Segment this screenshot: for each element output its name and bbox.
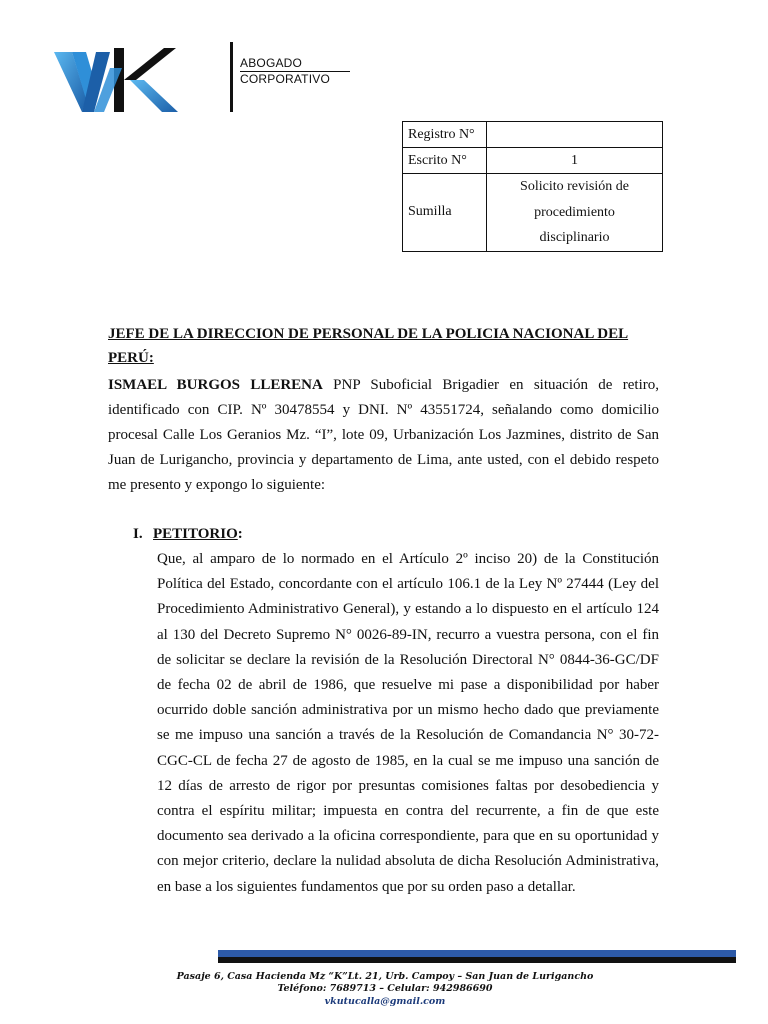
escrito-label: Escrito N°	[403, 148, 487, 174]
section-colon: :	[237, 526, 243, 542]
logo-line-2: CORPORATIVO	[240, 72, 330, 86]
intro-text: PNP Suboficial Brigadier en situación de retiro, identificado con CIP. Nº 30478554 y DNI. Nº 43551724, señalando como domicilio procesal Calle Los Geranios Mz. “I”, lote 09, Urbanización Los Jazmines, distrito de San Juan de Lurigancho, provincia y departamento de Lima, ante usted, con el debido respeto me presento y expongo lo siguiente:	[108, 377, 659, 493]
escrito-row	[403, 148, 663, 174]
sumilla-row	[403, 174, 663, 252]
addressee-heading: JEFE DE LA DIRECCION DE PERSONAL DE LA POLICIA NACIONAL DEL PERÚ:	[108, 326, 629, 366]
petitorio-paragraph: Que, al amparo de lo normado en el Artículo 2º inciso 20) de la Constitución Política del Estado, concordante con el artículo 106.1 de la Ley Nº 27444 (Ley del Procedimiento Administrativo General), y estando a lo dispuesto en el artículo 124 al 130 del Decreto Supremo N° 0026-89-IN, recurro a vuestra persona, con el fin de solicitar se declare la revisión de la Resolución Directoral N° 0844-36-GC/DF de fecha 02 de abril de 1986, que resuelve mi pase a disponibilidad por haber ocurrido doble sanción administrativa por un mismo hecho dado que previamente se me impuso una sanción a través de la Resolución de Comandancia N° 30-72-CGC-CL de fecha 27 de agosto de 1985, en la cual se me impuso una sanción de 12 días de arresto de rigor por presuntas comisiones faltas por desobediencia y contra el espíritu militar; impuesta en contra del recurrente, a fin de que este documento sea derivado a la oficina correspondiente, para que en su oportunidad y con mejor criterio, declare la nulidad absoluta de dicha Resolución Administrativa, en base a los siguientes fundamentos que por su orden paso a detallar.	[157, 551, 659, 895]
footer-bar-blue	[218, 950, 736, 957]
footer-address: Pasaje 6, Casa Hacienda Mz “K”Lt. 21, Urb. Campoy – San Juan de Lurigancho	[176, 971, 594, 982]
section-title: PETITORIO	[153, 526, 238, 542]
firm-logo	[52, 40, 330, 120]
sumilla-line: procedimiento	[534, 204, 615, 220]
footer-bar-black	[218, 957, 736, 963]
registro-row	[403, 122, 663, 148]
sumilla-line: disciplinario	[539, 230, 610, 245]
registro-table	[402, 121, 663, 252]
registro-label: Registro N°	[403, 122, 487, 148]
section-number: I.	[133, 526, 143, 542]
intro-paragraph	[108, 373, 659, 498]
escrito-value: 1	[487, 148, 663, 174]
sumilla-line: Solicito revisión de	[520, 179, 629, 194]
vk-logo-mark	[52, 40, 182, 120]
section-heading	[133, 526, 243, 543]
logo-line-1: ABOGADO	[240, 56, 303, 70]
petitioner-name: ISMAEL BURGOS LLERENA	[108, 377, 323, 393]
registro-value	[487, 122, 663, 148]
logo-divider	[230, 42, 233, 112]
sumilla-value	[487, 174, 663, 252]
sumilla-label: Sumilla	[403, 174, 487, 252]
footer-phones: Teléfono: 7689713 – Celular: 942986690	[277, 983, 493, 994]
footer-email: vkutucalla@gmail.com	[324, 996, 446, 1007]
